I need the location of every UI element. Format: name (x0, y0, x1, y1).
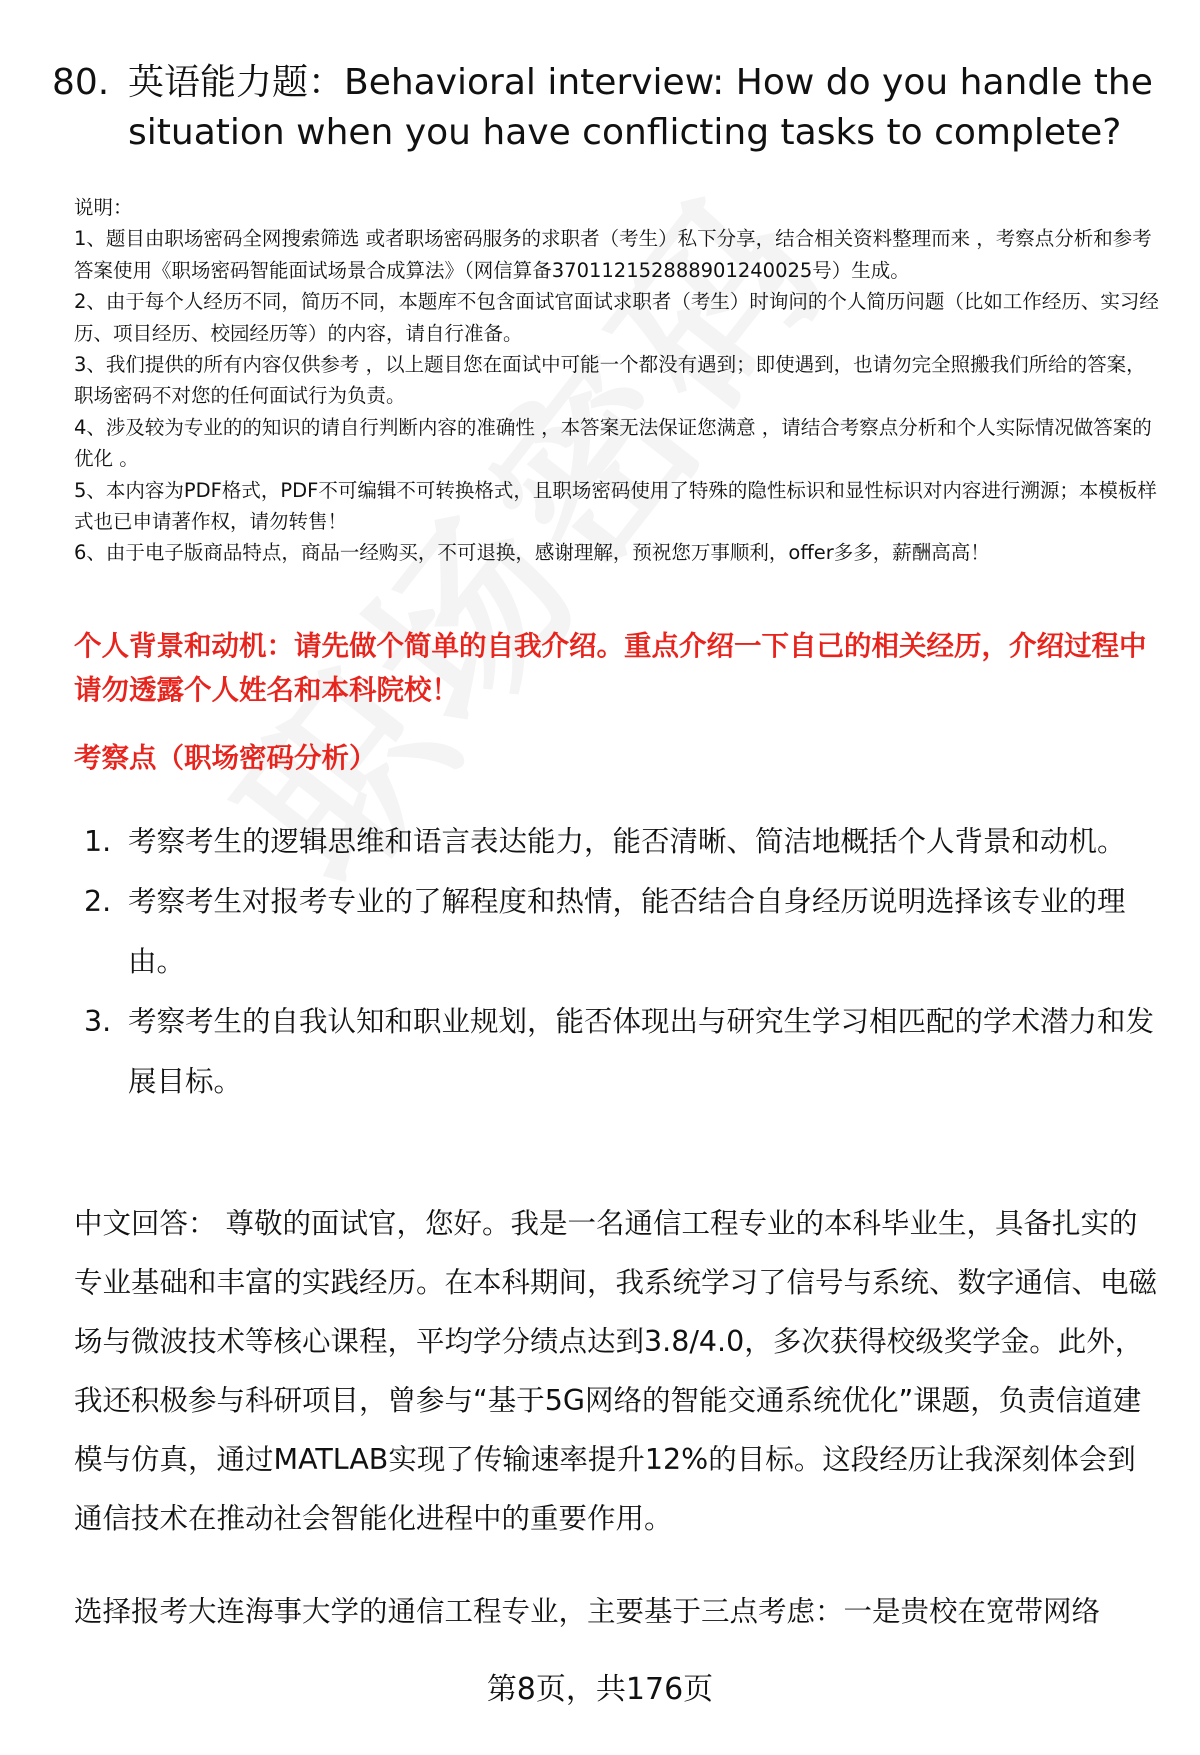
page-footer: 第8页，共176页 (486, 1672, 714, 1707)
point-number: 1. (84, 825, 112, 858)
note-item: 3、我们提供的所有内容仅供参考 ，以上题目您在面试中可能一个都没有遇到；即使遇到，也请勿完全照搬我们所给的答案，职场密码不对您的任何面试行为负责。 (74, 353, 1146, 408)
analysis-heading: 考察点（职场密码分析） (74, 742, 377, 774)
answer-paragraph-2: 选择报考大连海事大学的通信工程专业，主要基于三点考虑：一是贵校在宽带网络 (74, 1595, 1101, 1628)
point-text: 考察考生的自我认知和职业规划，能否体现出与研究生学习相匹配的学术潜力和发展目标。 (128, 1005, 1155, 1098)
point-text: 考察考生对报考专业的了解程度和热情，能否结合自身经历说明选择该专业的理由。 (128, 885, 1126, 978)
question-title (52, 58, 1162, 158)
question-text: 英语能力题：Behavioral interview: How do you handle the situation when you have conflicting tasks to complete? (128, 62, 1153, 153)
note-item: 5、本内容为PDF格式，PDF不可编辑不可转换格式，且职场密码使用了特殊的隐性标识和显性标识对内容进行溯源；本模板样式也已申请著作权，请勿转售！ (74, 478, 1157, 534)
point-number: 3. (84, 1005, 112, 1038)
point-number: 2. (84, 885, 112, 918)
background-heading: 个人背景和动机：请先做个简单的自我介绍。重点介绍一下自己的相关经历，介绍过程中请勿透露个人姓名和本科院校！ (74, 630, 1147, 706)
note-item: 2、由于每个人经历不同，简历不同，本题库不包含面试官面试求职者（考生）时询问的个人简历问题（比如工作经历、实习经历、项目经历、校园经历等）的内容，请自行准备。 (74, 290, 1159, 345)
notes-section (74, 192, 1164, 569)
analysis-points (84, 812, 1164, 1112)
note-item: 4、涉及较为专业的的知识的请自行判断内容的准确性 ，本答案无法保证您满意 ，请结合考察点分析和个人实际情况做答案的优化 。 (74, 415, 1152, 471)
question-number: 80. (52, 62, 110, 103)
analysis-point (84, 812, 1164, 872)
point-text: 考察考生的逻辑思维和语言表达能力，能否清晰、简洁地概括个人背景和动机。 (128, 825, 1126, 858)
note-item: 6、由于电子版商品特点，商品一经购买，不可退换，感谢理解，预祝您万事顺利，offer多多，薪酬高高！ (74, 541, 990, 565)
answer-paragraph-1: 中文回答： 尊敬的面试官，您好。我是一名通信工程专业的本科毕业生，具备扎实的专业基础和丰富的实践经历。在本科期间，我系统学习了信号与系统、数字通信、电磁场与微波技术等核心课程，平均学分绩点达到3.8/4.0，多次获得校级奖学金。此外，我还积极参与科研项目，曾参与“基于5G网络的智能交通系统优化”课题，负责信道建模与仿真，通过MATLAB实现了传输速率提升12%的目标。这段经历让我深刻体会到通信技术在推动社会智能化进程中的重要作用。 (74, 1207, 1158, 1535)
note-item: 1、题目由职场密码全网搜索筛选 或者职场密码服务的求职者（考生）私下分享，结合相关资料整理而来 ，考察点分析和参考答案使用《职场密码智能面试场景合成算法》（网信算备370112152888901240025号）生成。 (74, 227, 1152, 282)
notes-title: 说明： (74, 196, 133, 219)
analysis-point (84, 992, 1164, 1112)
analysis-point (84, 872, 1164, 992)
